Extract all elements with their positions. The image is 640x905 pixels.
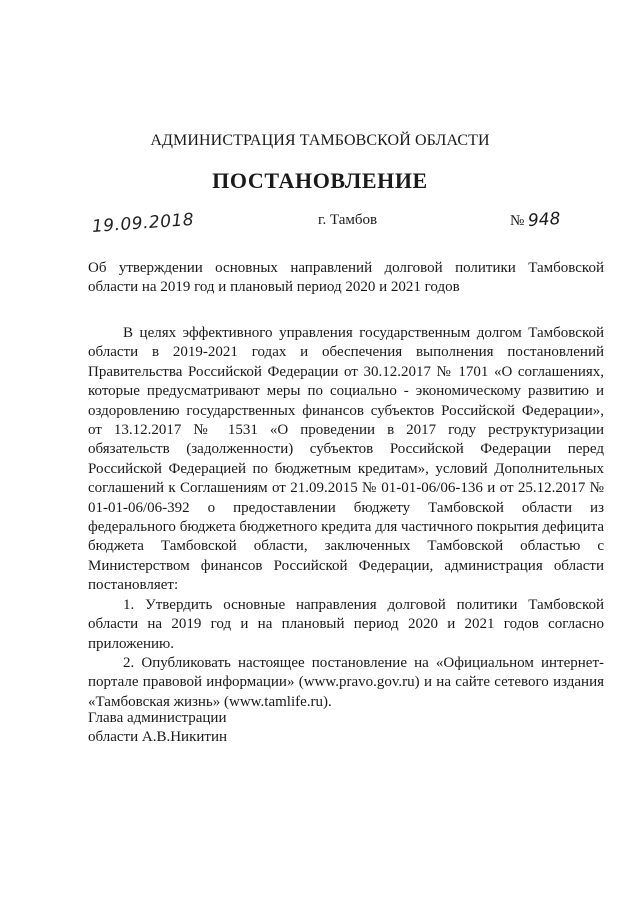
clause-1-paragraph: 1. Утвердить основные направления долговой политики Тамбовской области на 2019 год и на плановый период 2020 и 2021 годов согласно приложению.: [88, 596, 604, 652]
clause-2-paragraph: 2. Опубликовать настоящее постановление на «Официальном интернет-портале правовой информации» (www.pravo.gov.ru) и на сайте сетевого издания «Тамбовская жизнь» (www.tamlife.ru).: [88, 654, 604, 710]
organization-header: АДМИНИСТРАЦИЯ ТАМБОВСКОЙ ОБЛАСТИ: [150, 132, 490, 149]
document-type-title: ПОСТАНОВЛЕНИЕ: [212, 168, 428, 193]
signature-title: Глава администрации: [88, 710, 227, 726]
document-body: [88, 324, 604, 712]
document-city: г. Тамбов: [318, 212, 378, 228]
preamble-paragraph: В целях эффективного управления государственным долгом Тамбовской области в 2019-2021 годах и обеспечения выполнения постановлений Правительства Российской Федерации от 30.12.2017 № 1701 «О соглашениях, которые предусматривают меры по социально - экономическому развитию и оздоровлению государственных финансов субъектов Российской Федерации», от 13.12.2017 № 1531 «О проведении в 2017 году реструктуризации обязательств (задолженности) субъектов Российской Федерации перед Российской Федерацией по бюджетным кредитам», условий Дополнительных соглашений к Соглашениям от 21.09.2015 № 01-01-06/06-136 и от 25.12.2017 № 01-01-06/06-392 о предоставлении бюджету Тамбовской области из федерального бюджета бюджетного кредита для частичного покрытия дефицита бюджета Тамбовской области, заключенных Тамбовской областью с Министерством финансов Российской Федерации, администрация области постановляет:: [88, 325, 604, 594]
document-date: 19.09.2018: [91, 209, 195, 237]
number-value: 948: [527, 208, 562, 232]
signature-block: [88, 709, 227, 747]
signature-name: области А.В.Никитин: [88, 729, 228, 745]
document-number: [510, 210, 561, 230]
number-sign: №: [510, 213, 525, 229]
document-subject: Об утверждении основных направлений долговой политики Тамбовской области на 2019 год и плановый период 2020 и 2021 годов: [88, 260, 604, 295]
